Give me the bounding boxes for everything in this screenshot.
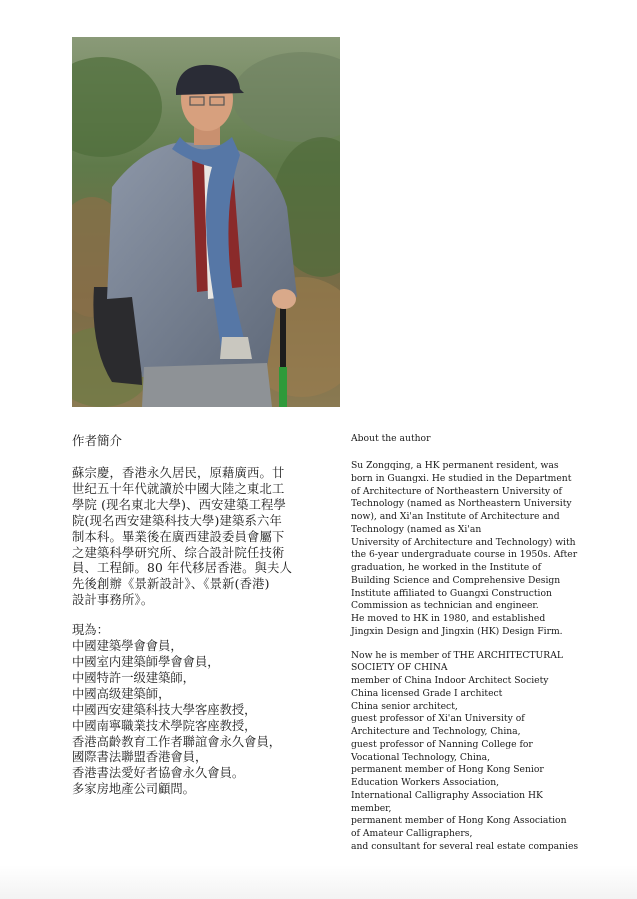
english-role-line: member, [351,802,392,814]
chinese-roles-list [72,639,312,798]
chinese-role-item: 中國室内建築師學會會員， [72,654,220,669]
english-bio-line: University of Architecture and Technology) with [351,536,576,548]
chinese-role-item: 中國特許一级建築師， [72,670,195,685]
english-bio-line: born in Guangxi. He studied in the Department [351,472,572,484]
chinese-role-item: 中國西安建築科技大學客座教授， [72,702,257,717]
paragraph-gap [351,639,566,650]
chinese-bio-line: 院(现名西安建築科技大學)建築系六年 [72,513,282,528]
english-bio-column [351,433,579,854]
english-bio-line: He moved to HK in 1980, and established [351,613,546,624]
chinese-heading: 作者簡介 [72,433,123,448]
english-role-line: and consultant for several real estate companies [351,840,579,852]
chinese-bio-line: 先後創辦《景新設計》、《景新(香港) [72,577,270,592]
english-role-line: member of China Indoor Architect Society [351,675,549,686]
english-role-line: permanent member of Hong Kong Association [351,815,567,827]
english-role-line: Architecture and Technology, China, [351,726,521,737]
english-bio-line: the 6-year undergraduate course in 1950s. After [351,549,578,561]
english-role-line: guest professor of Xi'an University of [351,713,525,725]
chinese-role-item: 多家房地產公司顧問。 [72,782,195,797]
english-role-line: SOCIETY OF CHINA [351,662,448,674]
author-photo [72,37,340,407]
english-role-line: International Calligraphy Association HK [351,789,543,801]
english-bio-line: of Architecture of Northeastern University of [351,485,562,497]
english-bio [351,460,578,639]
english-bio-line: now), and Xi'an Institute of Architecture and [351,511,560,522]
chinese-bio-line: 之建築科學研究所、综合設計院任技術 [72,545,285,560]
english-role-line: China licensed Grade I architect [351,687,503,699]
chinese-bio-line: 蘇宗慶，香港永久居民，原藉廣西。廿 [72,466,285,480]
chinese-role-item: 香港書法愛好者協會永久會員。 [72,766,245,781]
chinese-bio-line: 制本科。畢業後在廣西建設委員會屬下 [72,529,285,544]
chinese-role-item: 中國南寧職業技术學院客座教授， [72,718,257,733]
english-role-line: permanent member of Hong Kong Senior [351,764,544,776]
english-role-line: guest professor of Nanning College for [351,738,533,750]
english-bio-line: Institute affiliated to Guangxi Construction [351,587,552,599]
chinese-bio-line: 世纪五十年代就讀於中國大陸之東北工 [72,481,285,496]
english-bio-line: Technology (named as Xi'an [351,523,482,535]
english-role-line: Education Workers Association, [351,777,500,788]
english-role-line: of Amateur Calligraphers, [351,828,473,839]
english-role-line: Now he is member of THE ARCHITECTURAL [351,649,563,661]
chinese-role-item: 中國建築學會會員， [72,639,183,654]
chinese-bio [72,466,312,609]
english-role-line: Vocational Technology, China, [351,751,491,763]
english-bio-line: Building Science and Comprehensive Design [351,574,561,586]
english-bio-line: graduation, he worked in the Institute of [351,562,542,573]
english-roles [351,649,579,854]
chinese-role-item: 國際書法聯盟香港會員， [72,750,208,765]
page-bottom-edge [0,865,637,899]
chinese-roles-heading: 現為： [72,623,109,638]
chinese-role-item: 香港高齡教育工作者聯誼會永久會員， [72,734,282,749]
english-bio-line: Technology (named as Northeastern University [351,498,572,510]
english-bio-line: Su Zongqing, a HK permanent resident, was [351,460,559,471]
chinese-role-item: 中國高级建築師， [72,686,171,701]
english-role-line: China senior architect, [351,700,458,712]
english-bio-line: Commission as technician and engineer. [351,600,539,612]
english-heading: About the author [351,433,431,444]
chinese-bio-line: 設計事務所》。 [72,593,154,608]
chinese-bio-line: 員、工程師。80 年代移居香港。與夫人 [72,561,293,576]
chinese-bio-column [72,433,312,798]
english-bio-line: Jingxin Design and Jingxin (HK) Design Firm. [351,625,563,637]
author-portrait-image [72,37,340,407]
chinese-bio-line: 學院 (现名東北大學)、西安建築工程學 [72,497,287,512]
